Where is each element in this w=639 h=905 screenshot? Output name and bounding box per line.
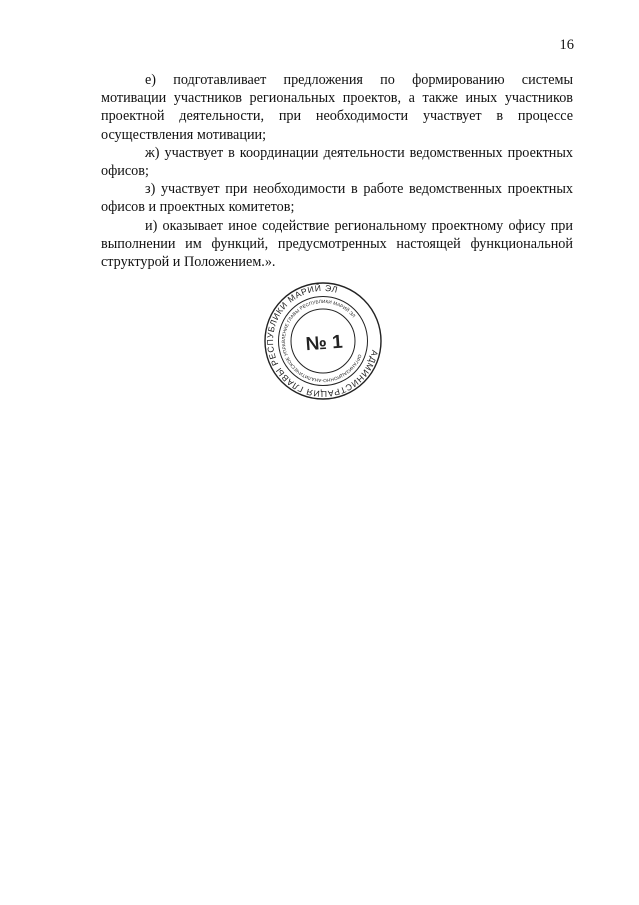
- document-body: [101, 71, 573, 271]
- paragraph-i: и) оказывает иное содействие региональному проектному офису при выполнении им функций, предусмотренных настоящей функциональной структурой и Положением.».: [101, 217, 573, 271]
- page-number: 16: [559, 37, 574, 53]
- paragraph-zh: ж) участвует в координации деятельности ведомственных проектных офисов;: [101, 144, 573, 180]
- stamp-inner-text: ОРГАНИЗАЦИОННО-АНАЛИТИЧЕСКОЕ УПРАВЛЕНИЕ ГЛАВЫ РЕСПУБЛИКИ МАРИЙ ЭЛ: [280, 298, 363, 384]
- paragraph-z: з) участвует при необходимости в работе ведомственных проектных офисов и проектных комитетов;: [101, 181, 573, 216]
- official-stamp: [263, 281, 383, 401]
- stamp-number: № 1: [304, 331, 344, 356]
- stamp-outer-text: АДМИНИСТРАЦИЯ ГЛАВЫ РЕСПУБЛИКИ МАРИЙ ЭЛ: [264, 282, 381, 400]
- stamp-seal-graphic: [263, 281, 383, 401]
- paragraph-e: е) подготавливает предложения по формированию системы мотивации участников региональных проектов, а также иных участников проектной деятельности, при необходимости участвует в процессе осуществления мотивации;: [101, 72, 573, 143]
